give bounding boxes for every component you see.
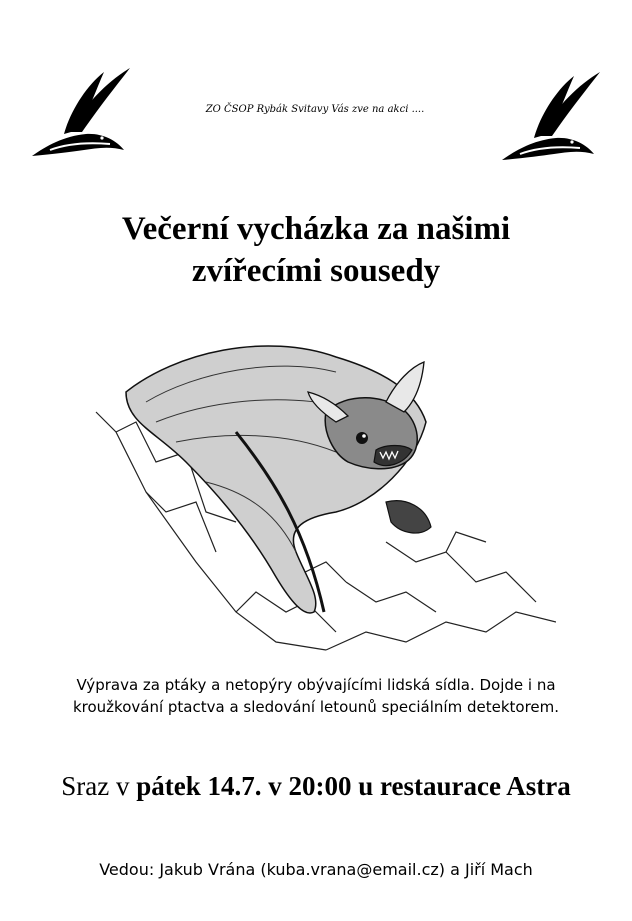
event-description xyxy=(40,674,592,718)
title-line-2: zvířecími sousedy xyxy=(191,253,441,289)
tern-bird-icon xyxy=(30,64,130,164)
meeting-details: pátek 14.7. v 20:00 u restaurace Astra xyxy=(136,771,571,801)
meeting-prefix: Sraz v xyxy=(61,771,137,801)
event-leaders: Vedou: Jakub Vrána (kuba.vrana@email.cz) a Jiří Mach xyxy=(99,860,533,879)
invitation-text: ZO ČSOP Rybák Svitavy Vás zve na akci .... xyxy=(205,104,425,115)
description-line-2: kroužkování ptactva a sledování letounů speciálním detektorem. xyxy=(72,698,560,716)
bat-illustration xyxy=(86,312,556,654)
title-line-1: Večerní vycházka za našimi xyxy=(121,211,511,247)
meeting-info xyxy=(0,768,632,804)
page-title xyxy=(40,208,592,292)
tern-bird-icon xyxy=(500,68,600,168)
description-line-1: Výprava za ptáky a netopýry obývajícími lidská sídla. Dojde i na xyxy=(76,676,556,694)
